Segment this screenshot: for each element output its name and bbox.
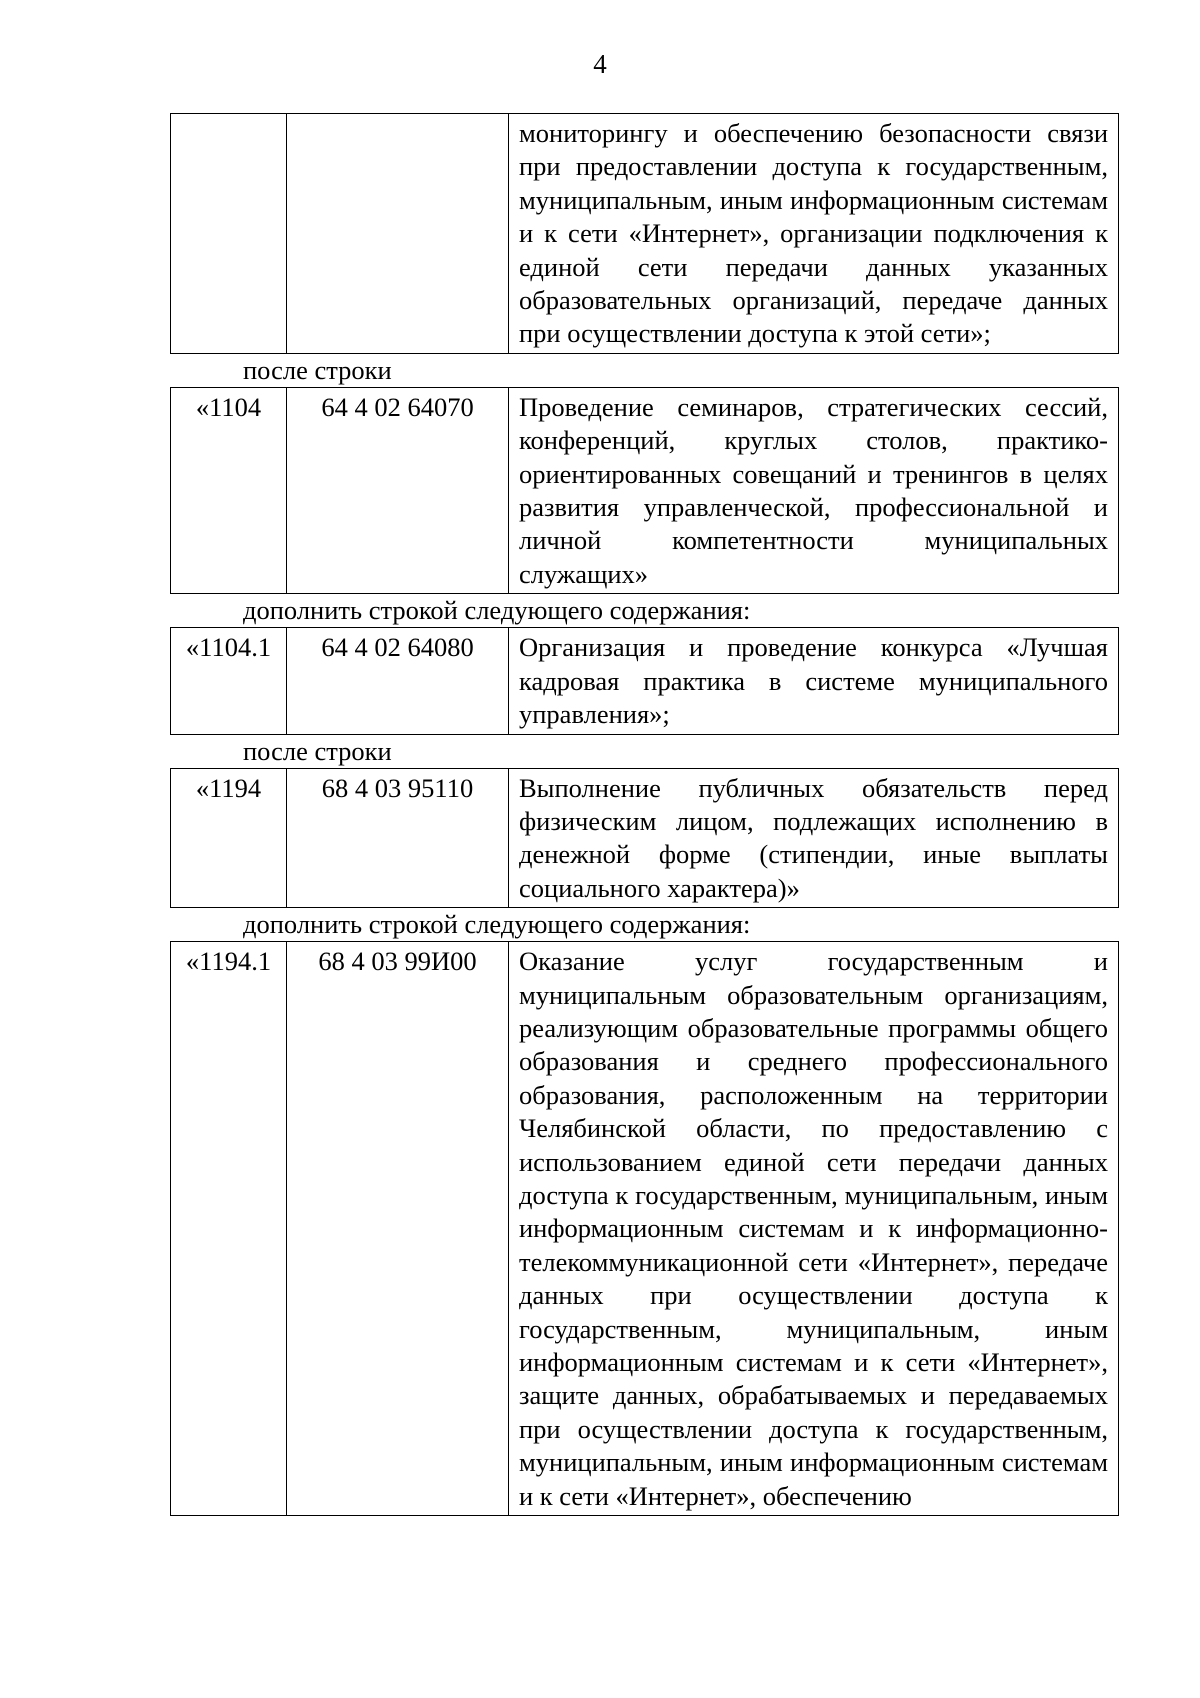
description-cell: мониторингу и обеспечению безопасности связи при предоставлении доступа к государственным, муниципальным, иным информационным системам и к сети «Интернет», организации подключения к единой сети передачи данных указанных образовательных организаций, передаче данных при осуществлении доступа к этой сети»;	[509, 114, 1119, 354]
budget-code-cell	[287, 114, 509, 354]
row-number-cell: «1104.1	[171, 628, 287, 734]
budget-code-cell: 68 4 03 99И00	[287, 942, 509, 1516]
description-cell: Проведение семинаров, стратегических сессий, конференций, круглых столов, практико-ориентированных совещаний и тренингов в целях развития управленческой, профессиональной и личной компетентности муниципальных служащих»	[509, 387, 1119, 593]
document-body	[170, 113, 1118, 1516]
description-cell: Оказание услуг государственным и муниципальным образовательным организациям, реализующим образовательные программы общего образования и среднего профессионального образования, расположенным на территории Челябинской области, по предоставлению с использованием единой сети передачи данных доступа к государственным, муниципальным, иным информационным системам и к информационно-телекоммуникационной сети «Интернет», передаче данных при осуществлении доступа к государственным, муниципальным, иным информационным системам и к сети «Интернет», защите данных, обрабатываемых и передаваемых при осуществлении доступа к государственным, муниципальным, иным информационным системам и к сети «Интернет», обеспечению	[509, 942, 1119, 1516]
table-row	[170, 387, 1119, 594]
row-number-cell: «1194.1	[171, 942, 287, 1516]
row-number-cell: «1194	[171, 768, 287, 908]
table-row	[170, 768, 1119, 909]
budget-code-cell: 64 4 02 64080	[287, 628, 509, 734]
instruction-text: дополнить строкой следующего содержания:	[243, 595, 751, 626]
description-cell: Выполнение публичных обязательств перед физическим лицом, подлежащих исполнению в денежной форме (стипендии, иные выплаты социального характера)»	[509, 768, 1119, 908]
budget-code-cell: 68 4 03 95110	[287, 768, 509, 908]
table-row	[170, 627, 1119, 734]
page-number: 4	[593, 49, 607, 79]
instruction-text: после строки	[243, 354, 392, 385]
row-number-cell: «1104	[171, 387, 287, 593]
table-row	[170, 113, 1119, 354]
row-number-cell	[171, 114, 287, 354]
instruction-text: дополнить строкой следующего содержания:	[243, 909, 751, 940]
instruction-text: после строки	[243, 735, 392, 766]
budget-code-cell: 64 4 02 64070	[287, 387, 509, 593]
description-cell: Организация и проведение конкурса «Лучшая кадровая практика в системе муниципального управления»;	[509, 628, 1119, 734]
table-row	[170, 941, 1119, 1516]
